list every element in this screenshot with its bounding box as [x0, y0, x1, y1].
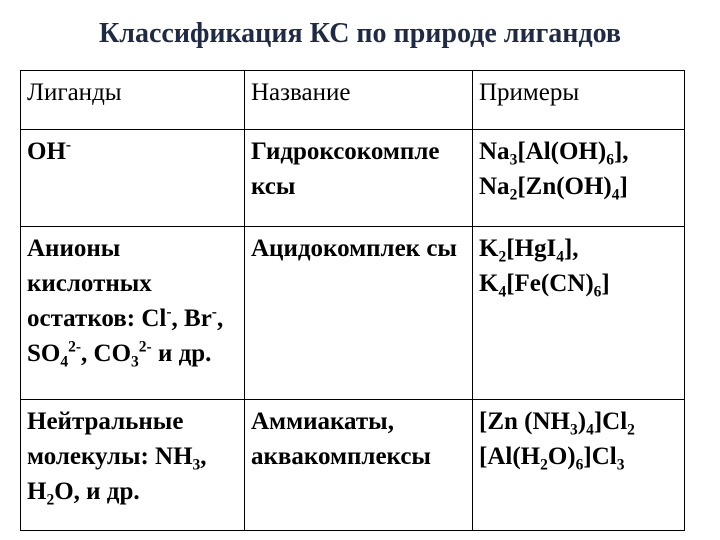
- header-ligands: Лиганды: [21, 71, 245, 130]
- example-formula: $Na_3[Al(OH)_6]$,: [479, 138, 629, 169]
- examples-cell: [473, 400, 685, 531]
- example-formula: $[Al(H_2O)_6]Cl_3$: [479, 443, 625, 474]
- ligand-cell: Анионы кислотных остатков: Cl-, Br-, $SO_4^{2-}$, $CO_3^{2-}$ и др.: [21, 227, 245, 400]
- table-header-row: [21, 71, 685, 130]
- example-formula: $K_2[HgI_4]$,: [479, 235, 579, 266]
- header-examples: Примеры: [473, 71, 685, 130]
- table-row: [21, 400, 685, 531]
- table-row: [21, 227, 685, 400]
- slide-title: Классификация КС по природе лигандов: [98, 18, 622, 49]
- complex-name-cell: Ацидокомплек сы: [245, 227, 473, 400]
- examples-cell: [473, 130, 685, 227]
- example-formula: $K_4[Fe(CN)_6]$: [479, 270, 610, 301]
- table-row: [21, 130, 685, 227]
- ligand-cell: Нейтральные молекулы: $NH_3$, $H_2O$, и др.: [21, 400, 245, 531]
- example-formula: $Na_2[Zn(OH)_4]$: [479, 173, 628, 204]
- examples-cell: [473, 227, 685, 400]
- ligand-classification-table: [20, 70, 685, 531]
- complex-name-cell: Гидроксокомпле ксы: [245, 130, 473, 227]
- ligand-cell: OH-: [21, 130, 245, 227]
- example-formula: [Zn $(NH_3)_4]Cl_2$: [479, 408, 635, 439]
- header-name: Название: [245, 71, 473, 130]
- complex-name-cell: Аммиакаты, аквакомплексы: [245, 400, 473, 531]
